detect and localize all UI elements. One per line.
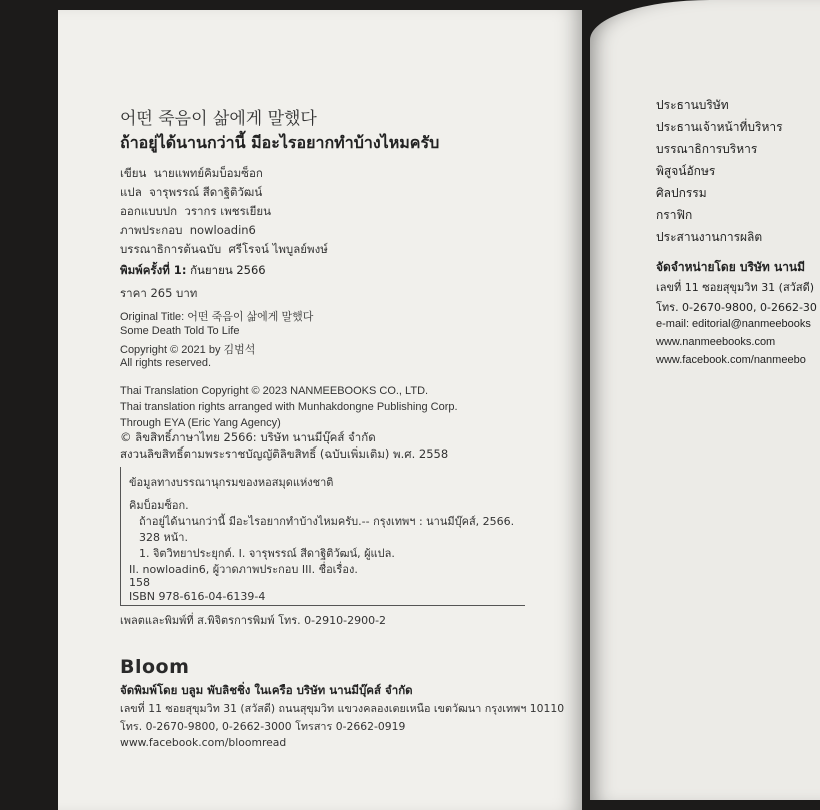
distributor-facebook: www.facebook.com/nanmeebo bbox=[656, 354, 806, 366]
cip-heading: ข้อมูลทางบรรณานุกรมของหอสมุดแห่งชาติ bbox=[129, 476, 334, 489]
distributor: จัดจำหน่ายโดย บริษัท นานมี bbox=[656, 260, 806, 274]
credit-editor bbox=[120, 241, 328, 259]
credit-value: nowloadin6 bbox=[189, 223, 256, 237]
cip-block bbox=[120, 467, 525, 606]
bloom-logo: Bloom bbox=[120, 656, 190, 678]
credit-value: นายแพทย์คิมบ็อมซ็อก bbox=[153, 166, 263, 180]
cip-title: ถ้าอยู่ได้นานกว่านี้ มีอะไรอยากทำบ้างไหมครับ.-- กรุงเทพฯ : นานมีบุ๊คส์, 2566. bbox=[139, 515, 515, 528]
role-executive-editor: บรรณาธิการบริหาร bbox=[656, 142, 758, 156]
thai-copyright-1: © ลิขสิทธิ์ภาษาไทย 2566: บริษัท นานมีบุ๊คส์ จำกัด bbox=[120, 430, 376, 444]
role-production: ประสานงานการผลิต bbox=[656, 230, 763, 244]
price: ราคา 265 บาท bbox=[120, 286, 198, 300]
credit-value: จารุพรรณ์ สีดาฐิติวัฒน์ bbox=[149, 185, 263, 199]
cip-subjects-2: II. nowloadin6, ผู้วาดภาพประกอบ III. ชื่อเรื่อง. bbox=[129, 563, 358, 576]
publisher-phone: โทร. 0-2670-9800, 0-2662-3000 โทรสาร 0-2662-0919 bbox=[120, 720, 406, 733]
copyright-author: 김범석 bbox=[223, 344, 256, 356]
printer-line: เพลตและพิมพ์ที่ ส.พิจิตรการพิมพ์ โทร. 0-2910-2900-2 bbox=[120, 614, 387, 627]
role-chairman: ประธานบริษัท bbox=[656, 98, 729, 112]
edition-line bbox=[120, 262, 266, 280]
credit-role: ออกแบบปก bbox=[120, 204, 178, 218]
credit-author bbox=[120, 165, 263, 183]
copyright-line bbox=[120, 341, 255, 357]
thai-copyright-2: สงวนลิขสิทธิ์ตามพระราชบัญญัติลิขสิทธิ์ (ฉบับเพิ่มเติม) พ.ศ. 2558 bbox=[120, 447, 449, 461]
role-art: ศิลปกรรม bbox=[656, 186, 707, 200]
role-ceo: ประธานเจ้าหน้าที่บริหาร bbox=[656, 120, 783, 134]
credit-role: แปล bbox=[120, 185, 142, 199]
edition-date: กันยายน 2566 bbox=[190, 263, 266, 277]
credit-role: ภาพประกอบ bbox=[120, 223, 183, 237]
translation-rights: Thai translation rights arranged with Munhakdongne Publishing Corp. bbox=[120, 401, 458, 413]
original-title-korean: 어떤 죽음이 삶에게 말했다 bbox=[187, 311, 314, 323]
role-graphic: กราฟิก bbox=[656, 208, 693, 222]
original-title-label: Original Title: bbox=[120, 311, 185, 323]
credit-value: วรากร เพชรเยียน bbox=[184, 204, 272, 218]
english-title: Some Death Told To Life bbox=[120, 325, 240, 337]
through-agency: Through EYA (Eric Yang Agency) bbox=[120, 417, 281, 429]
edition-label: พิมพ์ครั้งที่ 1: bbox=[120, 263, 187, 277]
distributor-email: e-mail: editorial@nanmeebooks bbox=[656, 318, 811, 330]
publisher-name: จัดพิมพ์โดย บลูม พับลิชชิ่ง ในเครือ บริษัท นานมีบุ๊คส์ จำกัด bbox=[120, 683, 413, 697]
cip-pages: 328 หน้า. bbox=[139, 531, 188, 544]
credit-value: ศรีโรจน์ ไพบูลย์พงษ์ bbox=[228, 242, 328, 256]
credit-illustration bbox=[120, 222, 256, 240]
thai-title: ถ้าอยู่ได้นานกว่านี้ มีอะไรอยากทำบ้างไหมครับ bbox=[120, 133, 440, 152]
role-proofreader: พิสูจน์อักษร bbox=[656, 164, 716, 178]
left-page bbox=[58, 10, 582, 810]
distributor-phone: โทร. 0-2670-9800, 0-2662-30 bbox=[656, 301, 817, 314]
copyright-text: Copyright © 2021 by bbox=[120, 344, 221, 356]
credit-role: บรรณาธิการต้นฉบับ bbox=[120, 242, 222, 256]
right-page bbox=[590, 0, 820, 800]
credit-cover-design bbox=[120, 203, 271, 221]
cip-isbn: ISBN 978-616-04-6139-4 bbox=[129, 590, 266, 603]
credit-role: เขียน bbox=[120, 166, 147, 180]
translation-copyright: Thai Translation Copyright © 2023 NANMEEBOOKS CO., LTD. bbox=[120, 385, 429, 397]
cip-classification: 158 bbox=[129, 576, 150, 589]
publisher-address: เลขที่ 11 ซอยสุขุมวิท 31 (สวัสดี) ถนนสุขุมวิท แขวงคลองเตยเหนือ เขตวัฒนา กรุงเทพฯ 10110 bbox=[120, 702, 565, 715]
cip-subjects-1: 1. จิตวิทยาประยุกต์. I. จารุพรรณ์ สีดาฐิติวัฒน์, ผู้แปล. bbox=[139, 547, 395, 560]
rights-reserved: All rights reserved. bbox=[120, 357, 212, 369]
credit-translator bbox=[120, 184, 262, 202]
original-title-line bbox=[120, 308, 313, 324]
publisher-web: www.facebook.com/bloomread bbox=[120, 736, 287, 749]
cip-author: คิมบ็อมซ็อก. bbox=[129, 499, 189, 512]
korean-title: 어떤 죽음이 삶에게 말했다 bbox=[120, 109, 317, 129]
distributor-address: เลขที่ 11 ซอยสุขุมวิท 31 (สวัสดี) bbox=[656, 281, 815, 294]
distributor-website: www.nanmeebooks.com bbox=[656, 336, 776, 348]
